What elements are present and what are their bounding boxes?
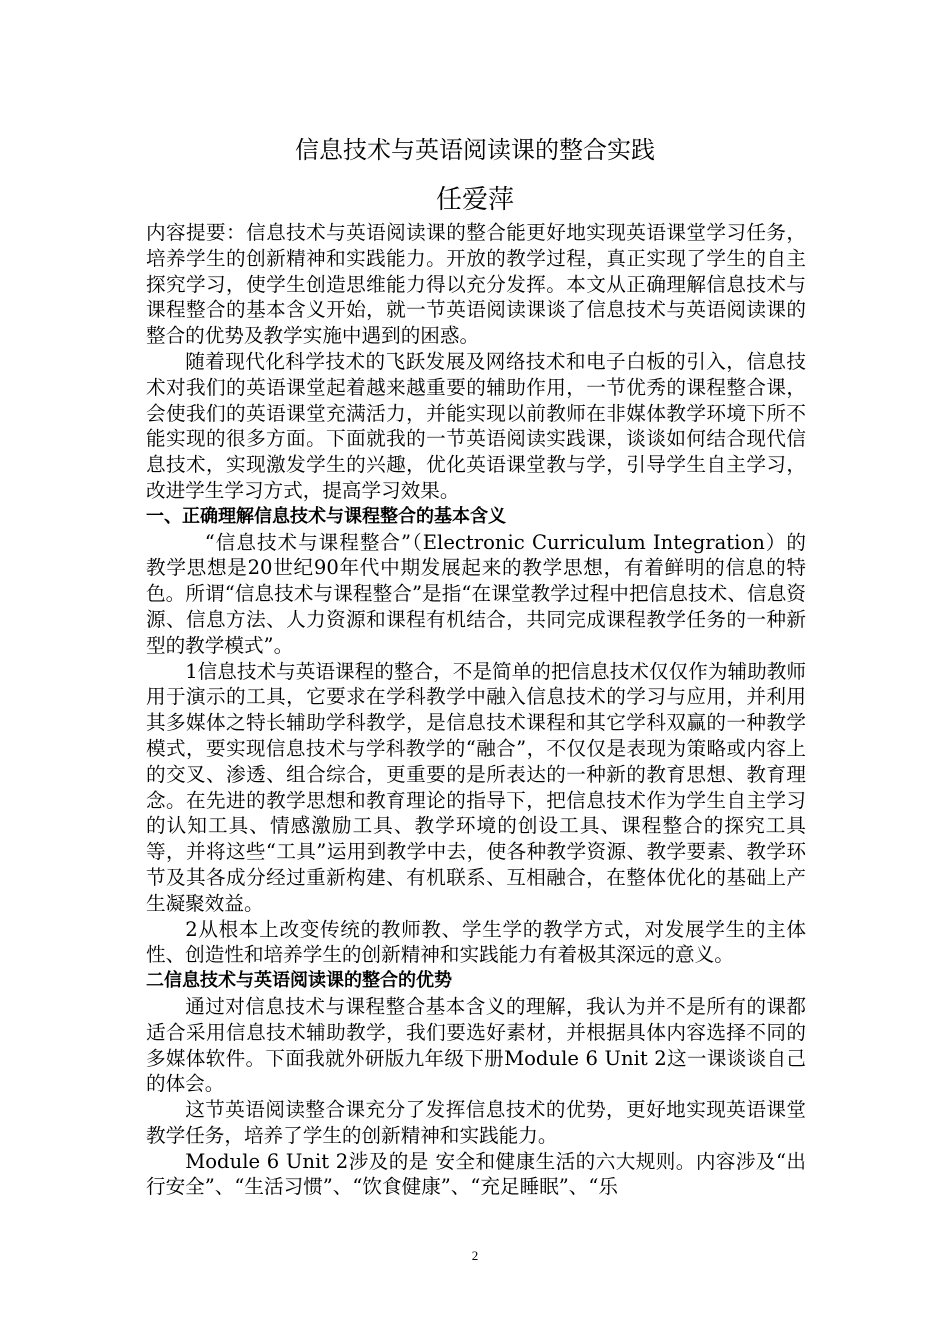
body-paragraph-5: 这节英语阅读整合课充分了发挥信息技术的优势，更好地实现英语课堂教学任务，培养了学生的创新精神和实践能力。 — [146, 1098, 806, 1147]
body-paragraph-3: 2从根本上改变传统的教师教、学生学的教学方式，对发展学生的主体性、创造性和培养学生的创新精神和实践能力有着极其深远的意义。 — [146, 917, 806, 967]
page-number: 2 — [471, 1248, 479, 1263]
section-heading-1: 一、正确理解信息技术与课程整合的基本含义 — [146, 505, 506, 527]
document-author: 任爱萍 — [435, 185, 514, 215]
abstract-paragraph: 内容提要：信息技术与英语阅读课的整合能更好地实现英语课堂学习任务，培养学生的创新精神和实践能力。开放的教学过程，真正实现了学生的自主探究学习，使学生创造思维能力得以充分发挥。本文从正确理解信息技术与课程整合的基本含义开始，就一节英语阅读课谈了信息技术与英语阅读课的整合的优势及教学实施中遇到的困惑。 — [146, 221, 806, 348]
body-paragraph-2: 1信息技术与英语课程的整合，不是简单的把信息技术仅仅作为辅助教师用于演示的工具，它要求在学科教学中融入信息技术的学习与应用，并利用其多媒体之特长辅助学科教学，是信息技术课程和其它学科双赢的一种教学模式，要实现信息技术与学科教学的“融合”，不仅仅是表现为策略或内容上的交叉、渗透、组合综合，更重要的是所表达的一种新的教育思想、教育理念。在先进的教学思想和教育理论的指导下，把信息技术作为学生自主学习的认知工具、情感激励工具、教学环境的创设工具、课程整合的探究工具等，并将这些“工具”运用到教学中去，使各种教学资源、教学要素、教学环节及其各成分经过重新构建、有机联系、互相融合，在整体优化的基础上产生凝聚效益。 — [146, 659, 806, 915]
body-paragraph-4: 通过对信息技术与课程整合基本含义的理解，我认为并不是所有的课都适合采用信息技术辅助教学，我们要选好素材，并根据具体内容选择不同的多媒体软件。下面我就外研版九年级下册Module 6 Unit 2这一课谈谈自己的体会。 — [146, 994, 806, 1096]
document-body — [146, 220, 806, 1200]
body-paragraph-6: Module 6 Unit 2涉及的是 安全和健康生活的六大规则。内容涉及“出行安全”、“生活习惯”、“饮食健康”、“充足睡眠”、“乐 — [146, 1149, 806, 1199]
document-title: 信息技术与英语阅读课的整合实践 — [295, 136, 655, 164]
intro-paragraph: 随着现代化科学技术的飞跃发展及网络技术和电子白板的引入，信息技术对我们的英语课堂起着越来越重要的辅助作用，一节优秀的课程整合课，会使我们的英语课堂充满活力，并能实现以前教师在非媒体教学环境下所不能实现的很多方面。下面就我的一节英语阅读实践课，谈谈如何结合现代信息技术，实现激发学生的兴趣，优化英语课堂教与学，引导学生自主学习，改进学生学习方式，提高学习效果。 — [146, 349, 806, 502]
section-heading-2: 二信息技术与英语阅读课的整合的优势 — [146, 970, 452, 992]
body-paragraph-1: “信息技术与课程整合”（Electronic Curriculum Integration）的教学思想是20世纪90年代中期发展起来的教学思想，有着鲜明的信息的特色。所谓“信息技术与课程整合”是指“在课堂教学过程中把信息技术、信息资源、信息方法、人力资源和课程有机结合，共同完成课程教学任务的一种新型的教学模式”。 — [146, 530, 806, 657]
